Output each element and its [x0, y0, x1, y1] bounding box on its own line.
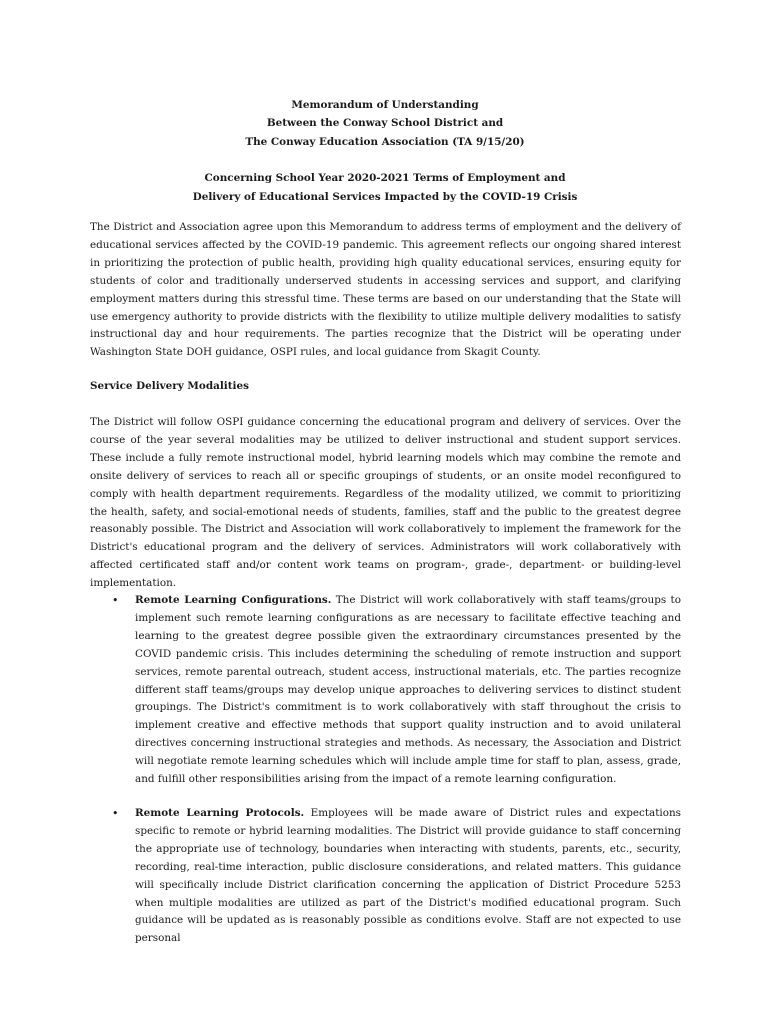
- section-heading: Service Delivery Modalities: [90, 380, 249, 392]
- bullet-1-title: Remote Learning Configurations.: [135, 594, 332, 606]
- title-line-3: The Conway Education Association (TA 9/15/20): [245, 135, 525, 148]
- bullet-2-text: Employees will be made aware of District rules and expectations specific to remote or hybrid learning modalities. The District will provide guidance to staff concerning the appropriate use of technology, boundaries when interacting with students, parents, etc., security, recording, real-time interaction, public disclosure considerations, and related matters. This guidance will specifically include District clarification concerning the application of District Procedure 5253 when multiple modalities are utilized as part of the District's modified educational program. Such guidance will be updated as is reasonably possible as conditions evolve. Staff are not expected to use personal: [135, 807, 682, 945]
- bullet-item-2: [135, 805, 681, 948]
- bullet-1-text: The District will work collaboratively with staff teams/groups to implement such remote learning configurations as are necessary to facilitate effective teaching and learning to the greatest degree possible given the extraordinary circumstances presented by the COVID pandemic crisis. This includes determining the scheduling of remote instruction and support services, remote parental outreach, student access, instructional materials, etc. The parties recognize different staff teams/groups may develop unique approaches to delivering services to distinct student groupings. The District's commitment is to work collaboratively with staff throughout the crisis to implement creative and effective methods that support quality instruction and to avoid unilateral directives concerning instructional strategies and methods. As necessary, the Association and District will negotiate remote learning schedules which will include ample time for staff to plan, assess, grade, and fulfill other responsibilities arising from the impact of a remote learning configuration.: [135, 594, 681, 786]
- bullet-2-title: Remote Learning Protocols.: [135, 807, 305, 819]
- document-title-block: [0, 96, 770, 206]
- subtitle-line-2: Delivery of Educational Services Impacted by the COVID-19 Crisis: [192, 190, 578, 203]
- section-body-paragraph: The District will follow OSPI guidance concerning the educational program and delivery of services. Over the course of the year several modalities may be utilized to deliver instructional and student support services. These include a fully remote instructional model, hybrid learning models which may combine the remote and onsite delivery of services to reach all or specific groupings of students, or an onsite model reconfigured to comply with health department requirements. Regardless of the modality utilized, we commit to prioritizing the health, safety, and social-emotional needs of students, families, staff and the public to the greatest degree reasonably possible. The District and Association will work collaboratively to implement the framework for the District's educational program and the delivery of services. Administrators will work collaboratively with affected certificated staff and/or content work teams on program-, grade-, department- or building-level implementation.: [90, 416, 681, 590]
- title-line-1: Memorandum of Understanding: [291, 99, 479, 111]
- bullet-item-1: [135, 592, 681, 789]
- bullet-marker-1: •: [112, 594, 119, 607]
- bullet-marker-2: •: [112, 807, 119, 820]
- title-line-2: Between the Conway School District and: [266, 117, 504, 130]
- intro-paragraph: The District and Association agree upon this Memorandum to address terms of employment and the delivery of educational services affected by the COVID-19 pandemic. This agreement reflects our ongoing shared interest in prioritizing the protection of public health, providing high quality educational services, ensuring equity for students of color and traditionally underserved students in accessing services and support, and clarifying employment matters during this stressful time. These terms are based on our understanding that the State will use emergency authority to provide districts with the flexibility to utilize multiple delivery modalities to satisfy instructional day and hour requirements. The parties recognize that the District will be operating under Washington State DOH guidance, OSPI rules, and local guidance from Skagit County.: [90, 221, 681, 359]
- subtitle-line-1: Concerning School Year 2020-2021 Terms of Employment and: [204, 172, 566, 185]
